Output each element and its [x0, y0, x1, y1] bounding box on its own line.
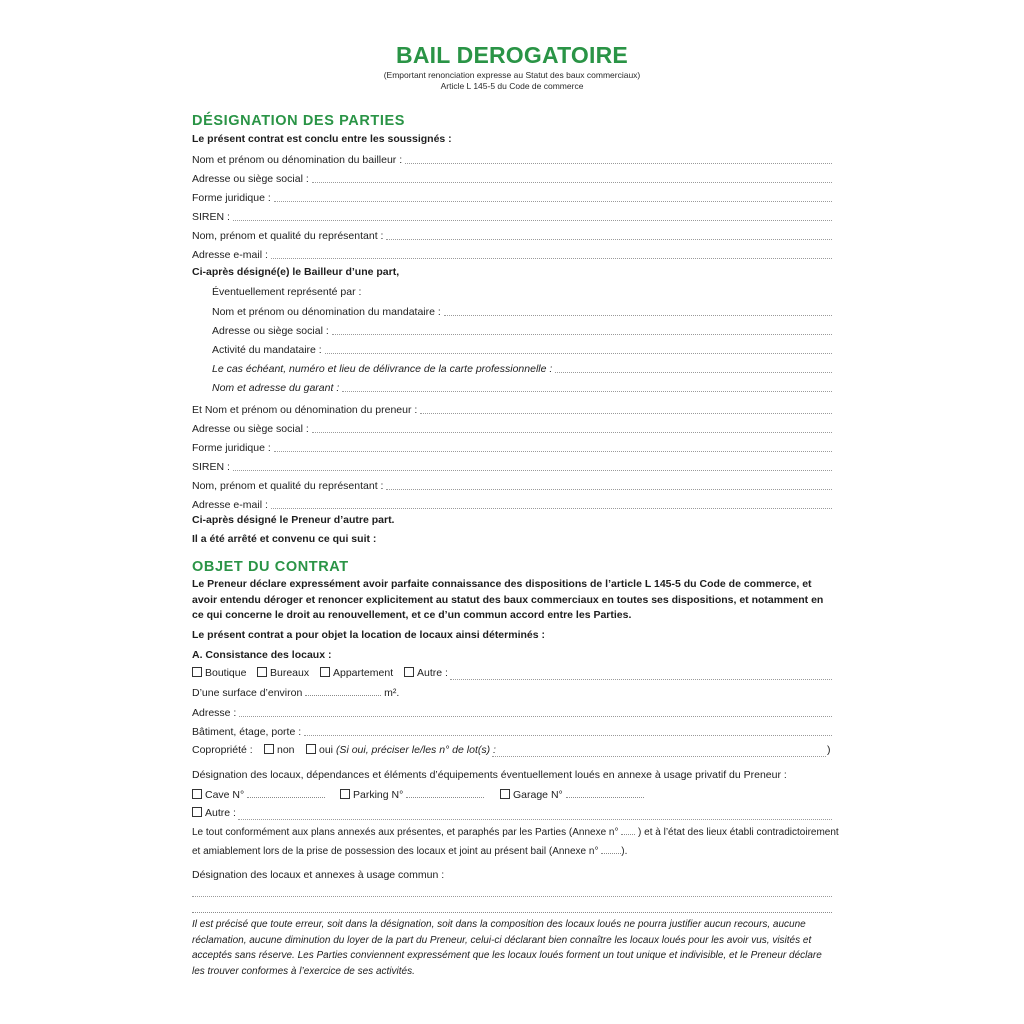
field-label: Nom, prénom et qualité du représentant : [192, 230, 384, 242]
checkbox-icon[interactable] [192, 807, 202, 817]
preneur-designation: Ci-après désigné le Preneur d’autre part. [192, 514, 395, 526]
consistance-heading: A. Consistance des locaux : [192, 649, 332, 661]
checkbox-label: non [277, 744, 295, 756]
checkbox-icon[interactable] [257, 667, 267, 677]
field-label: Adresse ou siège social : [192, 173, 309, 185]
field-row-mandataire-nom[interactable] [212, 302, 832, 318]
checkbox-label: Bureaux [270, 667, 310, 679]
field-label: Et Nom et prénom ou dénomination du preneur : [192, 404, 418, 416]
parties-intro: Le présent contrat est conclu entre les soussignés : [192, 133, 452, 145]
fill-line[interactable] [405, 162, 832, 164]
fill-line[interactable] [386, 238, 832, 240]
field-row-garant[interactable] [212, 378, 832, 394]
field-label: Adresse e-mail : [192, 499, 268, 511]
field-row-bailleur-forme[interactable] [192, 188, 832, 204]
field-label: SIREN : [192, 461, 230, 473]
checkbox-icon[interactable] [340, 789, 350, 799]
checkbox-icon[interactable] [192, 667, 202, 677]
checkbox-icon[interactable] [306, 744, 316, 754]
objet-location: Le présent contrat a pour objet la location de locaux ainsi déterminés : [192, 629, 545, 641]
checkbox-autre[interactable] [404, 667, 448, 679]
fill-line[interactable] [312, 431, 832, 433]
field-label: Nom, prénom et qualité du représentant : [192, 480, 384, 492]
declaration-paragraph: Le Preneur déclare expressément avoir parfaite connaissance des dispositions de l’article L 145-5 du Code de commerce, et avoir entendu déroger et renoncer explicitement au statut des baux commerciaux en toutes ses dispositions, et notamment en ce qui concerne le droit au renouvellement, et ce d’un commun accord entre les Parties. [192, 578, 824, 621]
fill-line[interactable] [233, 219, 832, 221]
copro-label: Copropriété : [192, 744, 253, 756]
field-row-adresse[interactable] [192, 703, 832, 719]
fill-line[interactable] [342, 390, 832, 392]
checkbox-cave[interactable] [192, 789, 325, 801]
annexe-number-blank[interactable] [621, 833, 635, 835]
field-row-preneur-siren[interactable] [192, 457, 832, 473]
checkbox-autre-annexe[interactable] [192, 807, 236, 819]
field-label: SIREN : [192, 211, 230, 223]
fill-line[interactable] [312, 181, 832, 183]
autre-annexe-fill-line[interactable] [238, 818, 832, 820]
surface-unit: m². [384, 687, 400, 699]
field-label: Nom et prénom ou dénomination du bailleur : [192, 154, 403, 166]
checkbox-boutique[interactable] [192, 667, 246, 679]
conformement-text: et amiablement lors de la prise de possession des locaux et joint au présent bail (Annexe n° [192, 846, 599, 857]
checkbox-label: Parking N° [353, 789, 404, 801]
fill-line[interactable] [304, 734, 832, 736]
precision-paragraph: Il est précisé que toute erreur, soit dans la désignation, soit dans la composition des locaux loués ne pourra justifier aucun recours, aucune réclamation, aucune diminution du loyer de la part du Preneur, celui-ci déclarant bien connaître les locaux loués pour les avoir vus, visités et acceptés sans réserve. Les Parties conviennent expressément que les locaux loués forment un tout unique et indivisible, et le Preneur déclare les trouver conformes à l’exercice de ses activités. [192, 919, 822, 977]
designation-commun: Désignation des locaux et annexes à usage commun : [192, 869, 445, 881]
fill-line[interactable] [271, 507, 832, 509]
checkbox-icon[interactable] [404, 667, 414, 677]
checkbox-parking[interactable] [340, 789, 484, 801]
field-label: Nom et adresse du garant : [212, 382, 340, 394]
surface-blank[interactable] [305, 694, 381, 696]
commun-fill-line[interactable] [192, 895, 832, 897]
conformement-line-2 [192, 846, 627, 857]
checkbox-bureaux[interactable] [257, 667, 309, 679]
checkbox-icon[interactable] [192, 789, 202, 799]
conformement-text: ). [621, 846, 628, 857]
section-heading-objet: OBJET DU CONTRAT [192, 559, 349, 575]
conformement-text: ) et à l’état des lieux établi contradictoirement [638, 827, 839, 838]
surface-row [192, 687, 399, 699]
field-label: Bâtiment, étage, porte : [192, 726, 302, 738]
garage-blank[interactable] [566, 796, 644, 798]
checkbox-label: Boutique [205, 667, 247, 679]
fill-line[interactable] [233, 469, 832, 471]
fill-line[interactable] [444, 314, 832, 316]
lots-fill-line[interactable] [492, 755, 826, 757]
fill-line[interactable] [420, 412, 832, 414]
section-heading-parties: DÉSIGNATION DES PARTIES [192, 113, 406, 129]
fill-line[interactable] [332, 333, 832, 335]
field-row-bailleur-representant[interactable] [192, 226, 832, 242]
bailleur-designation: Ci-après désigné(e) le Bailleur d’une part, [192, 266, 400, 278]
parking-blank[interactable] [406, 796, 484, 798]
field-label: Activité du mandataire : [212, 344, 322, 356]
document-title: BAIL DEROGATOIRE [396, 42, 628, 68]
field-label: Adresse e-mail : [192, 249, 268, 261]
divider [192, 912, 832, 913]
field-row-mandataire-activite[interactable] [212, 340, 832, 356]
autre-fill-line[interactable] [450, 678, 832, 680]
checkbox-icon[interactable] [264, 744, 274, 754]
represente-label: Éventuellement représenté par : [212, 286, 362, 298]
fill-line[interactable] [274, 450, 832, 452]
surface-label: D’une surface d’environ [192, 687, 303, 699]
field-label: Nom et prénom ou dénomination du mandataire : [212, 306, 441, 318]
fill-line[interactable] [271, 257, 832, 259]
checkbox-label: Autre : [205, 807, 236, 819]
checkbox-label: Autre : [417, 667, 448, 679]
copro-close-paren: ) [827, 744, 831, 756]
conformement-line-1 [192, 827, 839, 838]
field-row-carte-pro[interactable] [212, 359, 832, 375]
annexe-number-blank[interactable] [601, 852, 621, 854]
field-row-preneur-nom[interactable] [192, 400, 832, 416]
document-subtitle: (Emportant renonciation expresse au Statut des baux commerciaux) [383, 70, 641, 80]
field-row-preneur-email[interactable] [192, 495, 832, 511]
checkbox-garage[interactable] [500, 789, 644, 801]
field-label: Forme juridique : [192, 442, 271, 454]
checkbox-label: Appartement [333, 667, 394, 679]
field-row-bailleur-siren[interactable] [192, 207, 832, 223]
checkbox-label: Garage N° [513, 789, 563, 801]
checkbox-copro-non[interactable] [264, 744, 295, 756]
fill-line[interactable] [386, 488, 832, 490]
fill-line[interactable] [555, 371, 832, 373]
conformement-text: Le tout conformément aux plans annexés aux présentes, et paraphés par les Parties (Annexe n° [192, 827, 619, 838]
fill-line[interactable] [239, 715, 832, 717]
field-label: Adresse : [192, 707, 237, 719]
checkbox-icon[interactable] [500, 789, 510, 799]
cave-blank[interactable] [247, 796, 325, 798]
field-label: Adresse ou siège social : [192, 423, 309, 435]
checkbox-icon[interactable] [320, 667, 330, 677]
field-row-bailleur-nom[interactable] [192, 150, 832, 166]
field-label: Adresse ou siège social : [212, 325, 329, 337]
field-row-bailleur-email[interactable] [192, 245, 832, 261]
designation-privatif: Désignation des locaux, dépendances et éléments d’équipements éventuellement loués en annexe à usage privatif du Preneur : [192, 769, 787, 781]
field-row-batiment[interactable] [192, 722, 832, 738]
field-row-bailleur-adresse[interactable] [192, 169, 832, 185]
field-label: Forme juridique : [192, 192, 271, 204]
checkbox-label: oui [319, 744, 334, 756]
checkbox-appartement[interactable] [320, 667, 393, 679]
field-label: Le cas échéant, numéro et lieu de délivrance de la carte professionnelle : [212, 363, 553, 375]
checkbox-copro-oui[interactable] [306, 744, 496, 756]
checkbox-label: Cave N° [205, 789, 245, 801]
fill-line[interactable] [274, 200, 832, 202]
field-row-preneur-representant[interactable] [192, 476, 832, 492]
arrete-text: Il a été arrêté et convenu ce qui suit : [192, 533, 377, 545]
document-article: Article L 145-5 du Code de commerce [440, 81, 584, 91]
field-row-mandataire-adresse[interactable] [212, 321, 832, 337]
copro-hint: (Si oui, préciser le/les n° de lot(s) : [335, 744, 496, 756]
fill-line[interactable] [325, 352, 832, 354]
field-row-preneur-forme[interactable] [192, 438, 832, 454]
field-row-preneur-adresse[interactable] [192, 419, 832, 435]
